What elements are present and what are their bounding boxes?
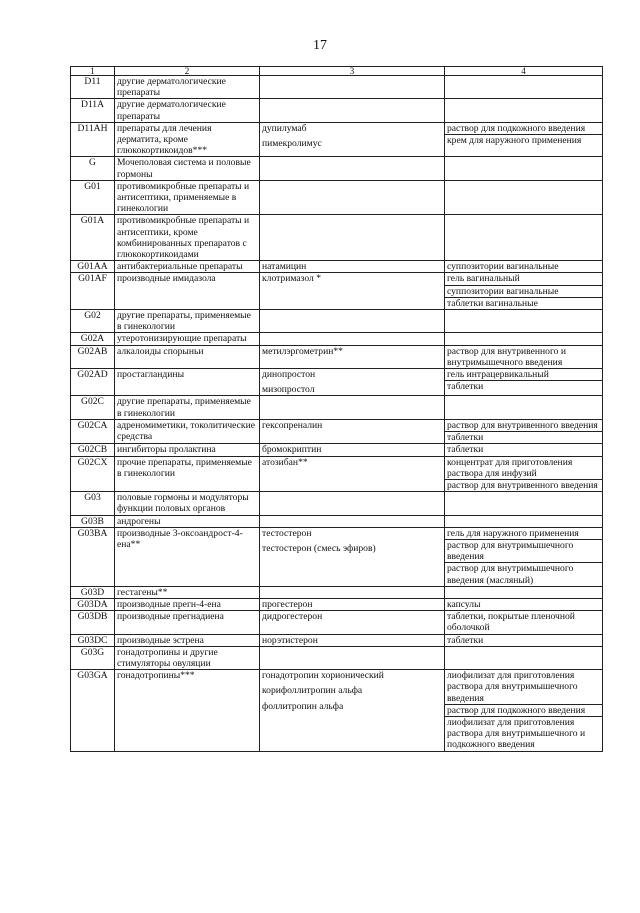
substance-name: клотримазол * — [262, 273, 322, 285]
dosage-form-cell — [445, 396, 603, 419]
table-row — [71, 345, 603, 368]
atc-code-cell: G01AF — [71, 273, 115, 310]
substance-cell — [260, 261, 445, 273]
dosage-form: таблетки — [447, 381, 484, 393]
table-row — [71, 310, 603, 333]
dosage-form-cell — [445, 76, 603, 99]
table-row — [71, 76, 603, 99]
atc-code-cell: D11A — [71, 99, 115, 122]
table-row — [71, 261, 603, 273]
substance-cell — [260, 180, 445, 215]
group-name-cell: адреномиметики, токолитические средства — [115, 419, 260, 443]
dosage-form-cell — [445, 586, 603, 598]
table-row — [71, 122, 603, 157]
atc-code-cell: G03BA — [71, 527, 115, 586]
dosage-form-cell — [445, 634, 603, 646]
atc-code-cell: G03DA — [71, 598, 115, 610]
table-row — [71, 611, 603, 634]
table-row — [71, 444, 603, 456]
dosage-form: раствор для подкожного введения — [445, 705, 602, 717]
substance-cell — [260, 76, 445, 99]
substance-cell — [260, 396, 445, 419]
table-row — [71, 515, 603, 527]
table-row — [71, 456, 603, 492]
group-name-cell: антибактериальные препараты — [115, 261, 260, 273]
column-header: 2 — [115, 67, 260, 76]
column-header: 4 — [445, 67, 603, 76]
dosage-form-cell — [445, 444, 603, 456]
substance-cell — [260, 333, 445, 345]
column-header: 3 — [260, 67, 445, 76]
dosage-form-cell — [445, 122, 603, 157]
dosage-form-cell — [445, 456, 603, 492]
substance-cell — [260, 345, 445, 368]
dosage-form: раствор для внутривенного и внутримышечного введения — [447, 345, 566, 368]
dosage-form-cell — [445, 215, 603, 261]
table-row — [71, 273, 603, 310]
group-name-cell: половые гормоны и модуляторы функции половых органов — [115, 492, 260, 515]
atc-code-cell: G03D — [71, 586, 115, 598]
atc-code-cell: G03DC — [71, 634, 115, 646]
atc-code-cell: G01A — [71, 215, 115, 261]
group-name-cell: гонадотропины и другие стимуляторы овуляции — [115, 646, 260, 669]
substance-cell — [260, 515, 445, 527]
table-row — [71, 369, 603, 396]
dosage-form: лиофилизат для приготовления раствора для внутримышечного введения — [445, 670, 602, 705]
substance-cell — [260, 611, 445, 634]
dosage-form-cell — [445, 99, 603, 122]
table-row — [71, 333, 603, 345]
group-name-cell: производные прегн-4-ена — [115, 598, 260, 610]
table-row — [71, 99, 603, 122]
atc-code-cell: G02A — [71, 333, 115, 345]
substance-cell — [260, 646, 445, 669]
column-header: 1 — [71, 67, 115, 76]
group-name-cell: производные 3-оксоандрост-4-ена** — [115, 527, 260, 586]
dosage-form: раствор для подкожного введения — [445, 123, 602, 135]
group-name-cell: производные имидазола — [115, 273, 260, 310]
group-name-cell: препараты для лечения дерматита, кроме глюкокортикоидов*** — [115, 122, 260, 157]
dosage-form: таблетки — [447, 444, 484, 456]
dosage-form-cell — [445, 419, 603, 443]
substance-name: гонадотропин хорионический — [262, 670, 384, 682]
group-name-cell: утеротонизирующие препараты — [115, 333, 260, 345]
substance-cell — [260, 310, 445, 333]
substance-name: натамицин — [262, 261, 307, 273]
group-name-cell: другие дерматологические препараты — [115, 99, 260, 122]
group-name-cell: другие дерматологические препараты — [115, 76, 260, 99]
group-name-cell: Мочеполовая система и половые гормоны — [115, 157, 260, 180]
dosage-form: таблетки — [447, 634, 484, 646]
dosage-form: гель вагинальный — [445, 273, 602, 285]
dosage-form: суппозитории вагинальные — [445, 286, 602, 298]
atc-code-cell: G03G — [71, 646, 115, 669]
dosage-form: раствор для внутримышечного введения (масляный) — [447, 563, 574, 586]
dosage-form-cell — [445, 333, 603, 345]
substance-name: бромокриптин — [262, 444, 322, 456]
dosage-form-cell — [445, 670, 603, 751]
group-name-cell: гонадотропины*** — [115, 670, 260, 751]
substance-cell — [260, 369, 445, 396]
page-number: 17 — [313, 38, 327, 53]
atc-code-cell: G02CB — [71, 444, 115, 456]
table-row — [71, 215, 603, 261]
table-row — [71, 396, 603, 419]
dosage-form-cell — [445, 527, 603, 586]
dosage-form-cell — [445, 261, 603, 273]
substance-name: норэтистерон — [262, 634, 318, 646]
atc-code-cell: G01 — [71, 180, 115, 215]
dosage-form-cell — [445, 515, 603, 527]
table-row — [71, 670, 603, 751]
substance-cell — [260, 273, 445, 310]
group-name-cell: андрогены — [115, 515, 260, 527]
dosage-form: концентрат для приготовления раствора для инфузий — [445, 457, 602, 480]
substance-cell — [260, 215, 445, 261]
group-name-cell: гестагены** — [115, 586, 260, 598]
dosage-form-cell — [445, 611, 603, 634]
atc-code-cell: D11AH — [71, 122, 115, 157]
dosage-form-cell — [445, 369, 603, 396]
atc-code-cell: G02CX — [71, 456, 115, 492]
dosage-form-cell — [445, 492, 603, 515]
atc-code-cell: G02AB — [71, 345, 115, 368]
group-name-cell: прочие препараты, применяемые в гинекологии — [115, 456, 260, 492]
substance-cell — [260, 419, 445, 443]
substance-name: динопростон — [262, 369, 316, 381]
dosage-form-cell — [445, 310, 603, 333]
atc-code-cell: G02C — [71, 396, 115, 419]
substance-name: корифоллитропин альфа — [262, 685, 363, 697]
atc-code-cell: G03B — [71, 515, 115, 527]
dosage-form: таблетки, покрытые пленочной оболочкой — [447, 611, 575, 634]
substance-cell — [260, 598, 445, 610]
substance-name: фоллитропин альфа — [262, 700, 344, 712]
substance-cell — [260, 122, 445, 157]
table-row — [71, 492, 603, 515]
table-row — [71, 419, 603, 443]
table-row — [71, 646, 603, 669]
table-row — [71, 586, 603, 598]
group-name-cell: противомикробные препараты и антисептики, кроме комбинированных препаратов с глюкокортикоидами — [115, 215, 260, 261]
substance-name: пимекролимус — [262, 138, 322, 150]
atc-code-cell: G02 — [71, 310, 115, 333]
group-name-cell: производные эстрена — [115, 634, 260, 646]
table-header-row — [71, 67, 603, 76]
dosage-form: таблетки вагинальные — [447, 297, 538, 309]
table-row — [71, 634, 603, 646]
substance-cell — [260, 492, 445, 515]
atc-code-cell: G03 — [71, 492, 115, 515]
dosage-form: раствор для внутривенного введения — [447, 479, 598, 491]
dosage-form: суппозитории вагинальные — [447, 261, 559, 273]
group-name-cell: ингибиторы пролактина — [115, 444, 260, 456]
dosage-form-cell — [445, 273, 603, 310]
dosage-form-cell — [445, 598, 603, 610]
dosage-form: гель интрацервикальный — [445, 369, 602, 381]
table-row — [71, 598, 603, 610]
drug-classification-table — [70, 66, 603, 752]
substance-name: дупилумаб — [262, 122, 307, 134]
table-row — [71, 527, 603, 586]
dosage-form: гель для наружного применения — [445, 528, 602, 540]
dosage-form: крем для наружного применения — [447, 135, 582, 147]
substance-name: тестостерон — [262, 527, 312, 539]
atc-code-cell: G02CA — [71, 419, 115, 443]
substance-name: мизопростол — [262, 384, 315, 396]
substance-cell — [260, 456, 445, 492]
atc-code-cell: G02AD — [71, 369, 115, 396]
dosage-form: раствор для внутримышечного введения — [445, 540, 602, 563]
substance-cell — [260, 670, 445, 751]
substance-cell — [260, 99, 445, 122]
substance-name: прогестерон — [262, 598, 313, 610]
dosage-form-cell — [445, 345, 603, 368]
substance-name: дидрогестерон — [262, 611, 323, 623]
group-name-cell: простагландины — [115, 369, 260, 396]
group-name-cell: противомикробные препараты и антисептики, применяемые в гинекологии — [115, 180, 260, 215]
substance-cell — [260, 634, 445, 646]
dosage-form-cell — [445, 180, 603, 215]
substance-name: атозибан** — [262, 456, 308, 468]
substance-cell — [260, 586, 445, 598]
atc-code-cell: G — [71, 157, 115, 180]
group-name-cell: другие препараты, применяемые в гинекологии — [115, 396, 260, 419]
table-row — [71, 180, 603, 215]
group-name-cell: алкалоиды спорыньи — [115, 345, 260, 368]
atc-code-cell: G01AA — [71, 261, 115, 273]
substance-cell — [260, 527, 445, 586]
dosage-form: раствор для внутривенного введения — [445, 420, 602, 432]
substance-cell — [260, 444, 445, 456]
substance-name: гексопреналин — [262, 419, 323, 431]
dosage-form-cell — [445, 157, 603, 180]
group-name-cell: производные прегнадиена — [115, 611, 260, 634]
substance-cell — [260, 157, 445, 180]
substance-name: метилэргометрин** — [262, 345, 343, 357]
table-row — [71, 157, 603, 180]
atc-code-cell: G03DB — [71, 611, 115, 634]
dosage-form-cell — [445, 646, 603, 669]
dosage-form: лиофилизат для приготовления раствора для внутримышечного и подкожного введения — [447, 716, 586, 751]
substance-name: тестостерон (смесь эфиров) — [262, 542, 376, 554]
dosage-form: капсулы — [447, 598, 481, 610]
atc-code-cell: D11 — [71, 76, 115, 99]
atc-code-cell: G03GA — [71, 670, 115, 751]
group-name-cell: другие препараты, применяемые в гинекологии — [115, 310, 260, 333]
dosage-form: таблетки — [447, 432, 484, 444]
